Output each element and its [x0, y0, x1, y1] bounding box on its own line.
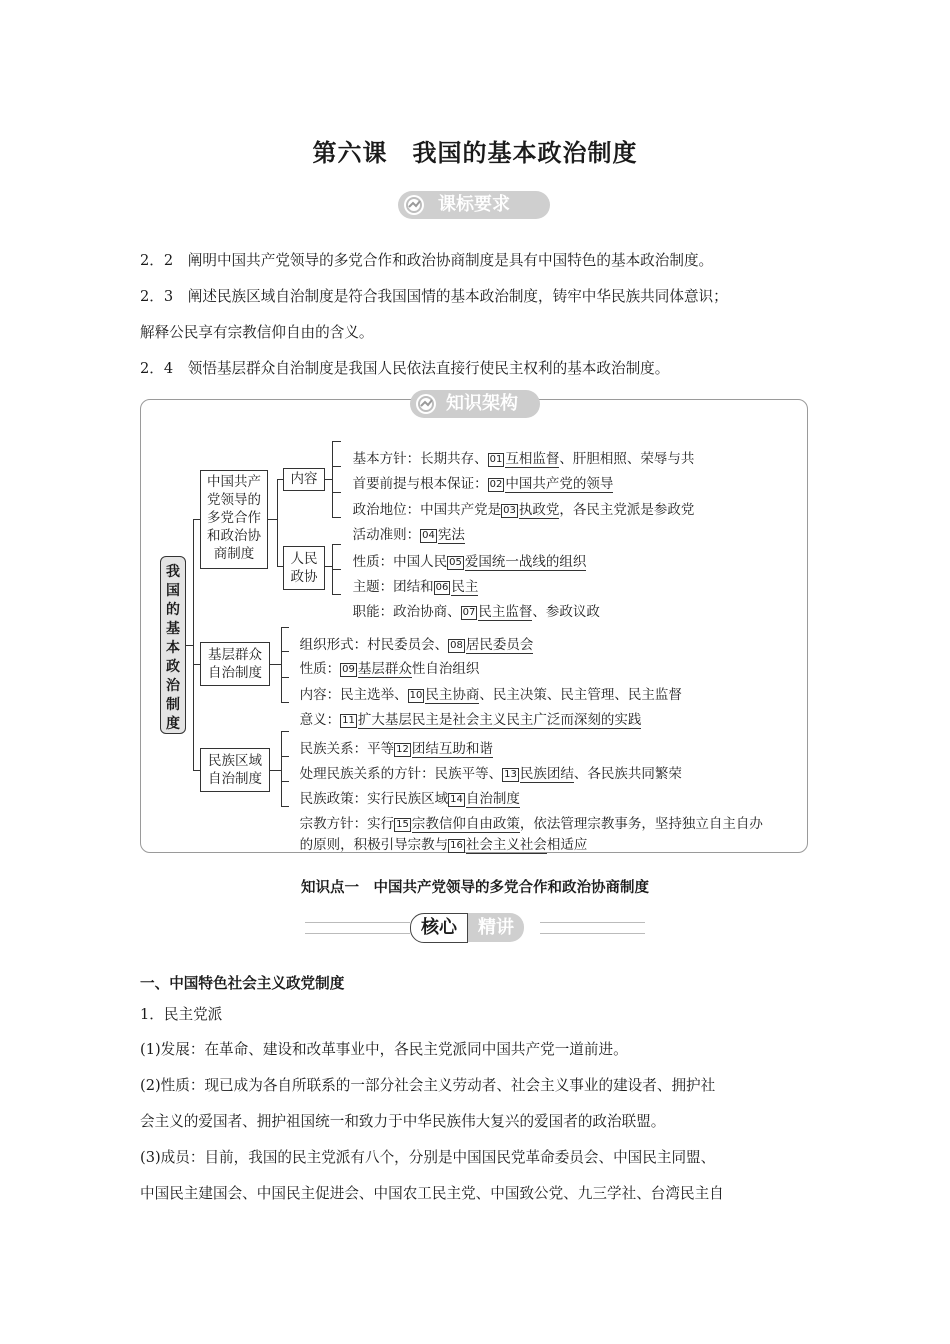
body-line: 中国民主建国会、中国民主促进会、中国农工民主党、中国致公党、九三学社、台湾民主自: [140, 1185, 724, 1202]
knowledge-point-title: 知识点一 中国共产党领导的多党合作和政治协商制度: [301, 880, 649, 896]
subheading: 1．民主党派: [140, 1006, 223, 1023]
curriculum-item: 2．4 领悟基层群众自治制度是我国人民依法直接行使民主权利的基本政治制度。: [140, 360, 670, 377]
curriculum-item: 2．2 阐明中国共产党领导的多党合作和政治协商制度是具有中国特色的基本政治制度。: [140, 252, 714, 269]
curriculum-item: 解释公民享有宗教信仰自由的含义。: [140, 324, 374, 341]
branch-cppcc: 人民政协: [283, 546, 325, 590]
framework-badge-label: 知识架构: [446, 393, 518, 414]
core-divider-right: [540, 922, 645, 934]
framework-item: 民族关系：平等 12 团结互助和谐: [299, 741, 493, 757]
core-badge-right: 精讲: [468, 913, 524, 942]
framework-item: 政治地位：中国共产党是 03 执政党，各民主党派是参政党: [352, 502, 695, 518]
curriculum-item: 2．3 阐述民族区域自治制度是符合我国国情的基本政治制度，铸牢中华民族共同体意识；: [140, 288, 728, 305]
framework-item: 首要前提与根本保证： 02 中国共产党的领导: [352, 476, 614, 492]
body-line: (1)发展：在革命、建设和改革事业中，各民主党派同中国共产党一道前进。: [140, 1041, 628, 1058]
framework-item: 性质：中国人民 05 爱国统一战线的组织: [352, 554, 587, 570]
framework-item: 处理民族关系的方针：民族平等、 13 民族团结、各民族共同繁荣: [299, 766, 682, 782]
body-line: (3)成员：目前，我国的民主党派有八个，分别是中国国民党革命委员会、中国民主同盟、: [140, 1149, 716, 1166]
framework-item: 组织形式：村民委员会、 08 居民委员会: [299, 637, 534, 653]
framework-item: 职能：政治协商、 07 民主监督、参政议政: [352, 604, 600, 620]
body-line: 会主义的爱国者、拥护祖国统一和致力于中华民族伟大复兴的爱国者的政治联盟。: [140, 1113, 666, 1130]
core-divider-left: [305, 922, 410, 934]
branch-content: 内容: [283, 468, 325, 491]
target-icon: [414, 392, 438, 416]
framework-item: 意义： 11 扩大基层民主是社会主义民主广泛而深刻的实践: [299, 712, 642, 728]
framework-item: 宗教方针：实行 15 宗教信仰自由政策，依法管理宗教事务，坚持独立自主自办: [299, 816, 763, 832]
branch-grassroots: 基层群众自治制度: [200, 642, 270, 686]
core-badge: [410, 913, 524, 941]
target-icon: [402, 193, 426, 217]
curriculum-badge-label: 课标要求: [438, 194, 510, 215]
framework-item: 活动准则： 04 宪法: [352, 527, 465, 543]
framework-item: 的原则，积极引导宗教与 16 社会主义社会相适应: [299, 837, 588, 853]
framework-item: 性质： 09 基层群众性自治组织: [299, 661, 480, 677]
framework-item: 民族政策：实行民族区域 14 自治制度: [299, 791, 520, 807]
framework-item: 基本方针：长期共存、 01 互相监督、肝胆相照、荣辱与共: [352, 451, 695, 467]
page-title: 第六课 我国的基本政治制度: [312, 139, 638, 167]
framework-root: 我国的基本政治制度: [160, 556, 186, 734]
core-badge-left: 核心: [410, 913, 468, 943]
curriculum-badge: [398, 191, 550, 219]
section-heading: 一、中国特色社会主义政党制度: [140, 975, 345, 992]
framework-item: 内容：民主选举、 10 民主协商、民主决策、民主管理、民主监督: [299, 687, 682, 703]
body-line: (2)性质：现已成为各自所联系的一部分社会主义劳动者、社会主义事业的建设者、拥护社: [140, 1077, 716, 1094]
framework-badge: [410, 390, 540, 418]
branch-party: 中国共产党领导的多党合作和政治协商制度: [200, 470, 268, 569]
branch-ethnic: 民族区域自治制度: [200, 748, 270, 792]
framework-item: 主题：团结和 06 民主: [352, 579, 479, 595]
